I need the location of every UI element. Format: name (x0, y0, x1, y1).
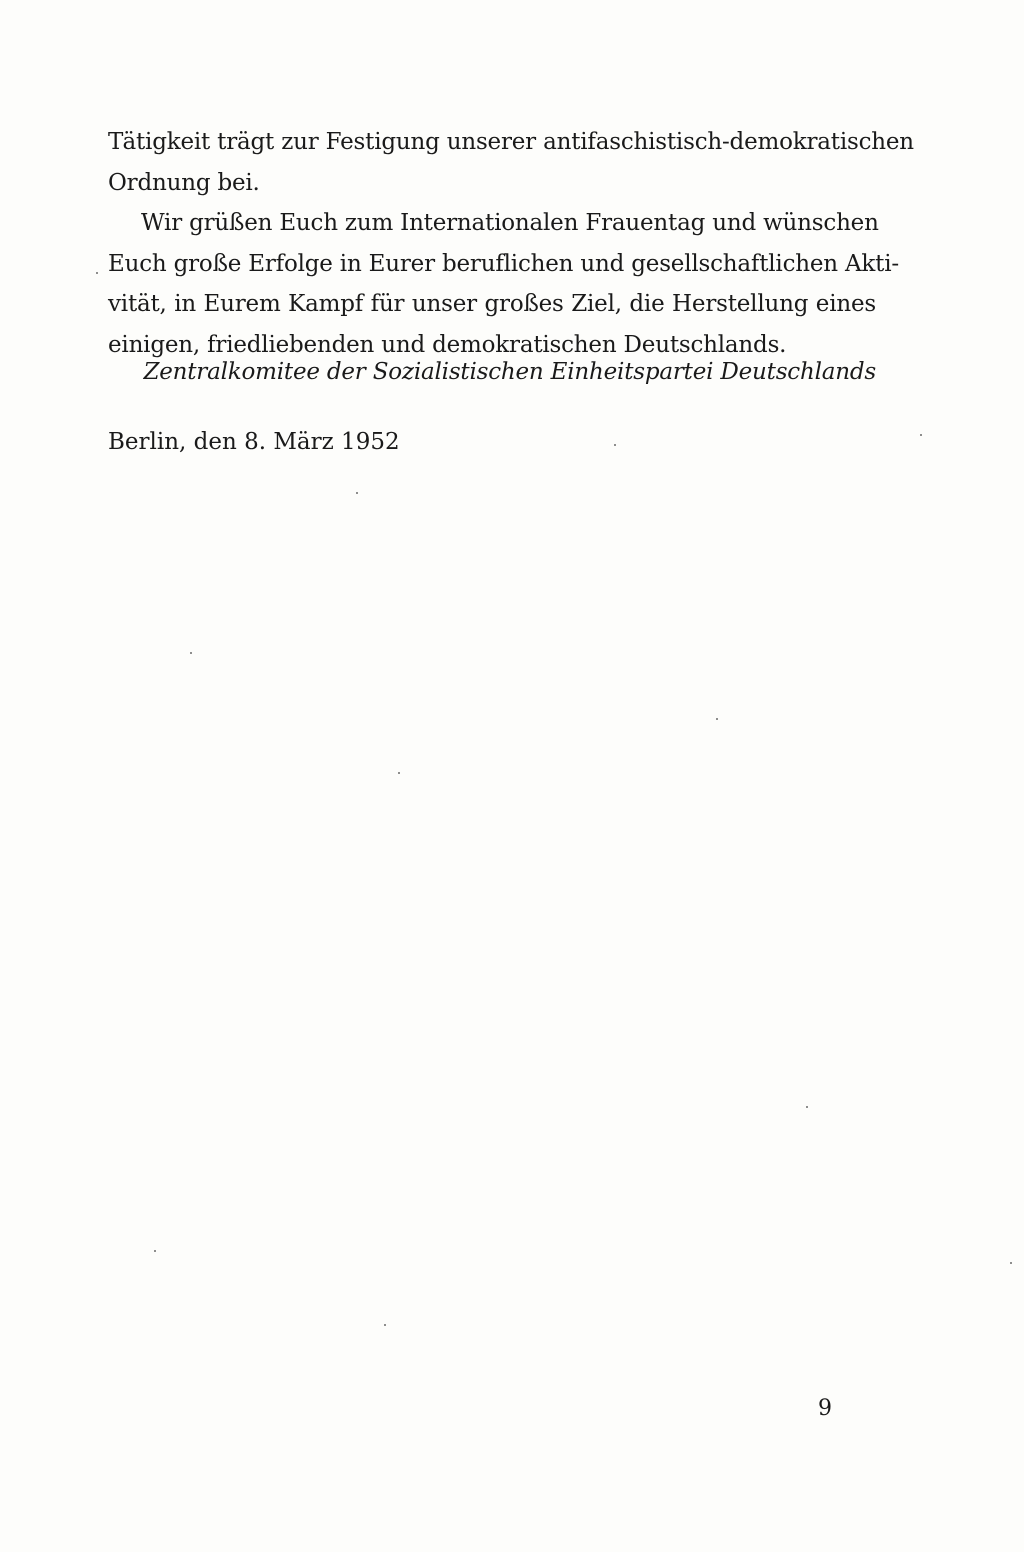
body-line: vität, in Eurem Kampf für unser großes Ziel, die Herstellung eines (108, 291, 876, 317)
scan-speck (356, 492, 358, 494)
dateline: Berlin, den 8. März 1952 (108, 429, 400, 455)
scan-speck (1010, 1262, 1012, 1264)
signature: Zentralkomitee der Sozialistischen Einheitspartei Deutschlands (143, 359, 876, 385)
page-number: 9 (818, 1396, 832, 1421)
scan-speck (384, 1324, 386, 1326)
scan-speck (154, 1250, 156, 1252)
body-text (108, 122, 914, 365)
scan-speck (96, 272, 98, 274)
body-line: Tätigkeit trägt zur Festigung unserer antifaschistisch-demokratischen (108, 129, 914, 155)
scan-speck (614, 444, 616, 446)
scan-speck (920, 434, 922, 436)
body-line: Wir grüßen Euch zum Internationalen Frauentag und wünschen (141, 210, 879, 236)
scan-speck (716, 718, 718, 720)
scan-speck (806, 1106, 808, 1108)
body-line: Ordnung bei. (108, 169, 260, 196)
body-line: einigen, friedliebenden und demokratischen Deutschlands. (108, 331, 787, 358)
scan-speck (190, 652, 192, 654)
body-line: Euch große Erfolge in Eurer beruflichen und gesellschaftlichen Akti- (108, 250, 899, 277)
scan-speck (398, 772, 400, 774)
